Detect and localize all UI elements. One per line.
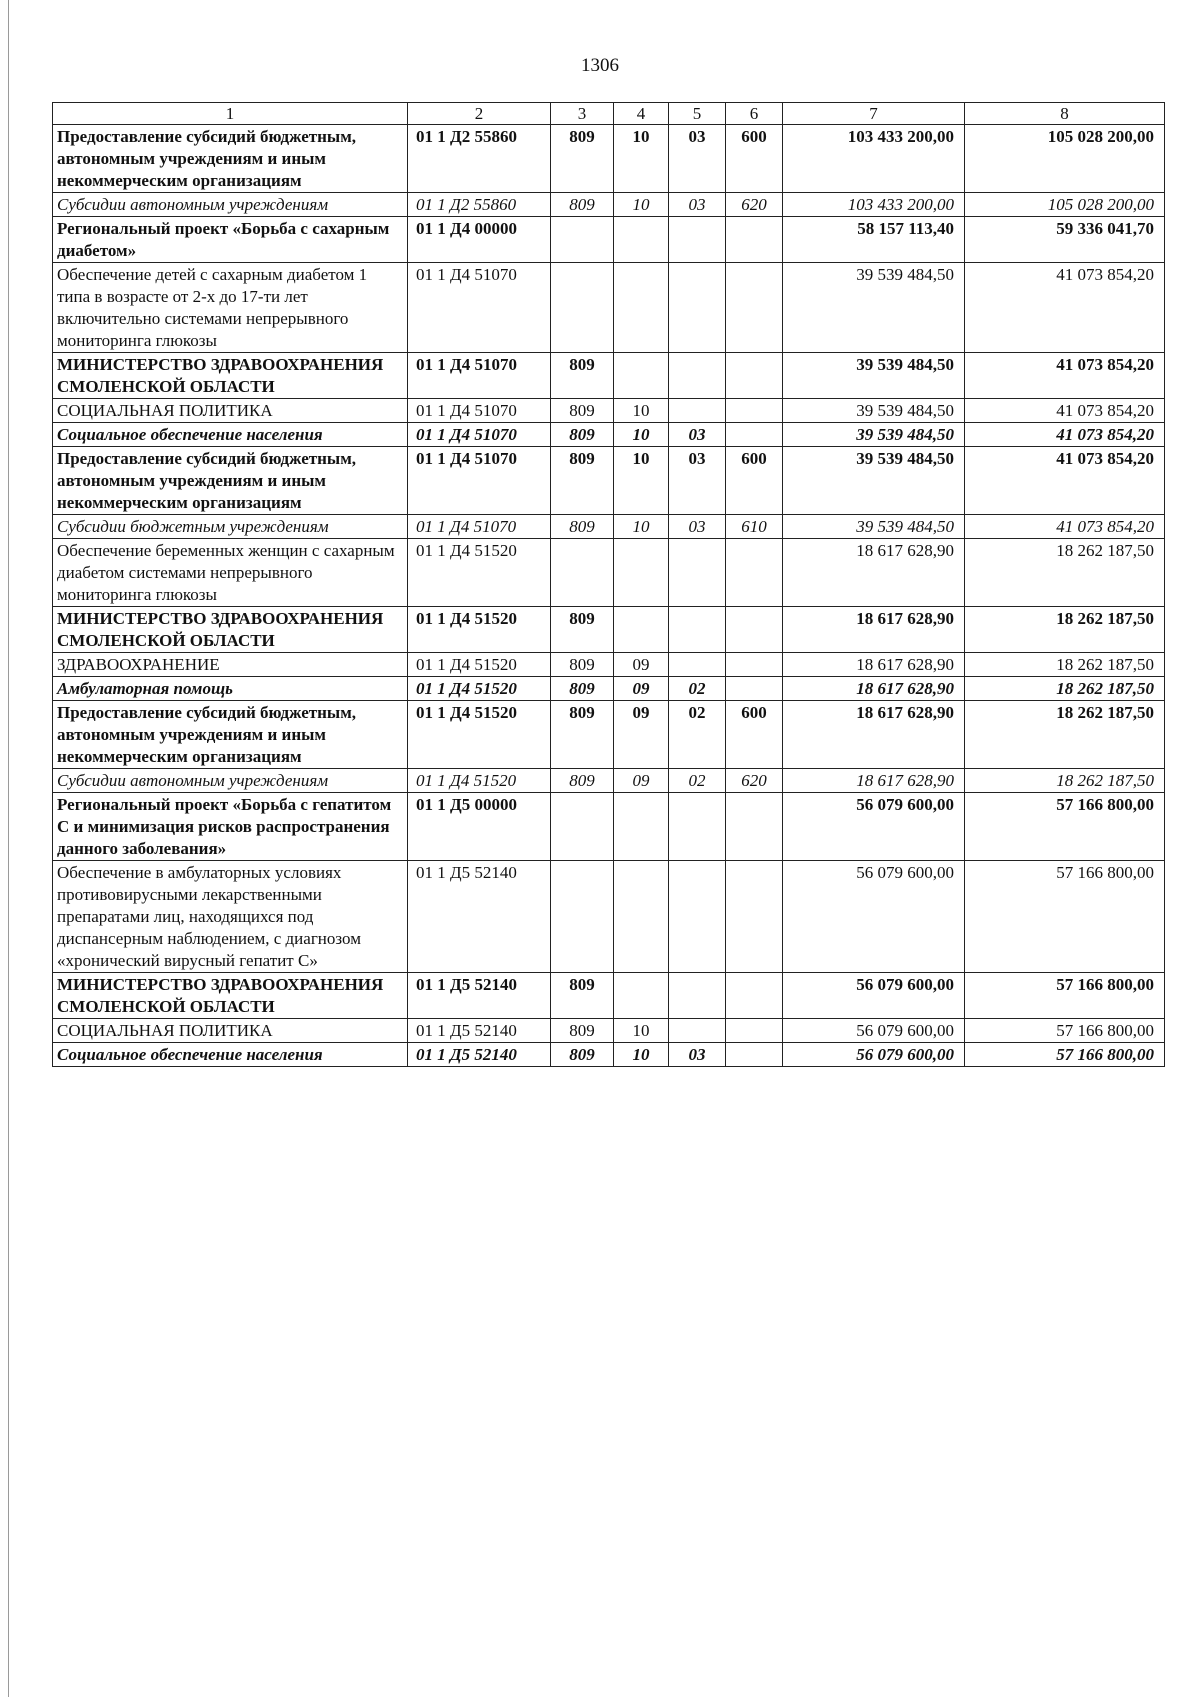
amount-year2-cell: 57 166 800,00	[965, 793, 1165, 861]
expense-type-cell	[726, 677, 783, 701]
table-row	[53, 653, 1165, 677]
expense-type-cell	[726, 861, 783, 973]
amount-year2-cell: 105 028 200,00	[965, 193, 1165, 217]
subsection-code-cell	[669, 263, 726, 353]
department-code-cell	[551, 217, 614, 263]
amount-year2-cell: 41 073 854,20	[965, 353, 1165, 399]
page-number: 1306	[581, 55, 619, 76]
header-cell: 7	[783, 103, 965, 125]
department-code-cell: 809	[551, 193, 614, 217]
amount-year1-cell: 56 079 600,00	[783, 793, 965, 861]
table-row	[53, 217, 1165, 263]
header-cell: 2	[408, 103, 551, 125]
subsection-code-cell	[669, 539, 726, 607]
target-code-cell: 01 1 Д4 51070	[408, 353, 551, 399]
expense-type-cell	[726, 607, 783, 653]
amount-year1-cell: 39 539 484,50	[783, 515, 965, 539]
table-row	[53, 515, 1165, 539]
table-row	[53, 701, 1165, 769]
subsection-code-cell: 02	[669, 769, 726, 793]
target-code-cell: 01 1 Д4 51520	[408, 677, 551, 701]
amount-year1-cell: 56 079 600,00	[783, 973, 965, 1019]
expense-type-cell: 600	[726, 125, 783, 193]
table-row	[53, 973, 1165, 1019]
table-row	[53, 263, 1165, 353]
section-code-cell: 10	[614, 125, 669, 193]
table-row	[53, 447, 1165, 515]
target-code-cell: 01 1 Д2 55860	[408, 193, 551, 217]
row-name-cell: Субсидии автономным учреждениям	[53, 193, 408, 217]
amount-year2-cell: 18 262 187,50	[965, 653, 1165, 677]
row-name-cell: Предоставление субсидий бюджетным, автономным учреждениям и иным некоммерческим организациям	[53, 447, 408, 515]
department-code-cell: 809	[551, 353, 614, 399]
expense-type-cell	[726, 423, 783, 447]
section-code-cell: 09	[614, 677, 669, 701]
row-name-cell: Обеспечение в амбулаторных условиях противовирусными лекарственными препаратами лиц, находящихся под диспансерным наблюдением, с диагнозом «хронический вирусный гепатит С»	[53, 861, 408, 973]
subsection-code-cell: 03	[669, 447, 726, 515]
department-code-cell: 809	[551, 1019, 614, 1043]
amount-year1-cell: 18 617 628,90	[783, 539, 965, 607]
amount-year1-cell: 18 617 628,90	[783, 607, 965, 653]
section-code-cell: 10	[614, 447, 669, 515]
table-row	[53, 1019, 1165, 1043]
target-code-cell: 01 1 Д5 52140	[408, 973, 551, 1019]
department-code-cell: 809	[551, 769, 614, 793]
target-code-cell: 01 1 Д4 51070	[408, 263, 551, 353]
table-row	[53, 769, 1165, 793]
target-code-cell: 01 1 Д4 51070	[408, 399, 551, 423]
row-name-cell: Региональный проект «Борьба с сахарным диабетом»	[53, 217, 408, 263]
amount-year1-cell: 18 617 628,90	[783, 677, 965, 701]
table-row	[53, 861, 1165, 973]
subsection-code-cell: 03	[669, 423, 726, 447]
subsection-code-cell	[669, 861, 726, 973]
department-code-cell	[551, 539, 614, 607]
subsection-code-cell	[669, 973, 726, 1019]
amount-year1-cell: 56 079 600,00	[783, 861, 965, 973]
expense-type-cell	[726, 399, 783, 423]
department-code-cell: 809	[551, 677, 614, 701]
section-code-cell	[614, 973, 669, 1019]
amount-year1-cell: 56 079 600,00	[783, 1019, 965, 1043]
subsection-code-cell: 03	[669, 1043, 726, 1067]
amount-year1-cell: 56 079 600,00	[783, 1043, 965, 1067]
amount-year2-cell: 41 073 854,20	[965, 399, 1165, 423]
header-cell: 4	[614, 103, 669, 125]
section-code-cell: 10	[614, 193, 669, 217]
amount-year1-cell: 39 539 484,50	[783, 423, 965, 447]
amount-year2-cell: 41 073 854,20	[965, 447, 1165, 515]
table-row	[53, 125, 1165, 193]
section-code-cell	[614, 353, 669, 399]
amount-year2-cell: 59 336 041,70	[965, 217, 1165, 263]
section-code-cell	[614, 607, 669, 653]
expense-type-cell	[726, 217, 783, 263]
header-cell: 6	[726, 103, 783, 125]
table-row	[53, 423, 1165, 447]
amount-year2-cell: 18 262 187,50	[965, 539, 1165, 607]
budget-table	[52, 102, 1165, 1067]
amount-year1-cell: 58 157 113,40	[783, 217, 965, 263]
subsection-code-cell	[669, 353, 726, 399]
target-code-cell: 01 1 Д4 51070	[408, 423, 551, 447]
department-code-cell: 809	[551, 653, 614, 677]
row-name-cell: МИНИСТЕРСТВО ЗДРАВООХРАНЕНИЯ СМОЛЕНСКОЙ ОБЛАСТИ	[53, 973, 408, 1019]
department-code-cell: 809	[551, 1043, 614, 1067]
table-body	[53, 125, 1165, 1067]
department-code-cell: 809	[551, 515, 614, 539]
department-code-cell: 809	[551, 701, 614, 769]
page-margin-line	[8, 0, 9, 1697]
subsection-code-cell	[669, 607, 726, 653]
amount-year1-cell: 39 539 484,50	[783, 399, 965, 423]
header-cell: 1	[53, 103, 408, 125]
table-row	[53, 539, 1165, 607]
subsection-code-cell: 03	[669, 193, 726, 217]
row-name-cell: ЗДРАВООХРАНЕНИЕ	[53, 653, 408, 677]
header-cell: 8	[965, 103, 1165, 125]
row-name-cell: Предоставление субсидий бюджетным, автономным учреждениям и иным некоммерческим организациям	[53, 701, 408, 769]
expense-type-cell: 600	[726, 701, 783, 769]
section-code-cell: 09	[614, 701, 669, 769]
row-name-cell: Региональный проект «Борьба с гепатитом С и минимизация рисков распространения данного заболевания»	[53, 793, 408, 861]
section-code-cell	[614, 263, 669, 353]
department-code-cell: 809	[551, 399, 614, 423]
department-code-cell: 809	[551, 973, 614, 1019]
amount-year1-cell: 39 539 484,50	[783, 263, 965, 353]
table-row	[53, 399, 1165, 423]
section-code-cell	[614, 793, 669, 861]
department-code-cell: 809	[551, 607, 614, 653]
amount-year2-cell: 57 166 800,00	[965, 1043, 1165, 1067]
expense-type-cell: 620	[726, 769, 783, 793]
amount-year2-cell: 18 262 187,50	[965, 677, 1165, 701]
header-row	[53, 103, 1165, 125]
expense-type-cell	[726, 973, 783, 1019]
target-code-cell: 01 1 Д4 51520	[408, 653, 551, 677]
table-row	[53, 677, 1165, 701]
section-code-cell: 10	[614, 399, 669, 423]
department-code-cell	[551, 263, 614, 353]
department-code-cell: 809	[551, 423, 614, 447]
subsection-code-cell	[669, 217, 726, 263]
amount-year1-cell: 39 539 484,50	[783, 447, 965, 515]
table-row	[53, 353, 1165, 399]
department-code-cell: 809	[551, 125, 614, 193]
section-code-cell: 10	[614, 1043, 669, 1067]
amount-year1-cell: 103 433 200,00	[783, 193, 965, 217]
amount-year2-cell: 18 262 187,50	[965, 701, 1165, 769]
row-name-cell: Амбулаторная помощь	[53, 677, 408, 701]
expense-type-cell	[726, 1019, 783, 1043]
header-cell: 3	[551, 103, 614, 125]
subsection-code-cell: 03	[669, 125, 726, 193]
amount-year1-cell: 18 617 628,90	[783, 653, 965, 677]
section-code-cell	[614, 539, 669, 607]
amount-year2-cell: 41 073 854,20	[965, 423, 1165, 447]
row-name-cell: Обеспечение детей с сахарным диабетом 1 типа в возрасте от 2-х до 17-ти лет включительно системами непрерывного мониторинга глюкозы	[53, 263, 408, 353]
amount-year2-cell: 18 262 187,50	[965, 607, 1165, 653]
expense-type-cell: 600	[726, 447, 783, 515]
expense-type-cell	[726, 653, 783, 677]
section-code-cell: 10	[614, 423, 669, 447]
expense-type-cell	[726, 263, 783, 353]
section-code-cell: 09	[614, 653, 669, 677]
subsection-code-cell	[669, 399, 726, 423]
row-name-cell: МИНИСТЕРСТВО ЗДРАВООХРАНЕНИЯ СМОЛЕНСКОЙ ОБЛАСТИ	[53, 607, 408, 653]
expense-type-cell: 620	[726, 193, 783, 217]
section-code-cell	[614, 861, 669, 973]
amount-year1-cell: 18 617 628,90	[783, 701, 965, 769]
section-code-cell	[614, 217, 669, 263]
section-code-cell: 10	[614, 1019, 669, 1043]
amount-year1-cell: 39 539 484,50	[783, 353, 965, 399]
amount-year1-cell: 103 433 200,00	[783, 125, 965, 193]
row-name-cell: Предоставление субсидий бюджетным, автономным учреждениям и иным некоммерческим организациям	[53, 125, 408, 193]
amount-year2-cell: 57 166 800,00	[965, 861, 1165, 973]
expense-type-cell	[726, 1043, 783, 1067]
subsection-code-cell	[669, 1019, 726, 1043]
amount-year2-cell: 57 166 800,00	[965, 1019, 1165, 1043]
amount-year2-cell: 41 073 854,20	[965, 263, 1165, 353]
expense-type-cell	[726, 793, 783, 861]
expense-type-cell	[726, 539, 783, 607]
target-code-cell: 01 1 Д2 55860	[408, 125, 551, 193]
row-name-cell: Социальное обеспечение населения	[53, 423, 408, 447]
amount-year2-cell: 41 073 854,20	[965, 515, 1165, 539]
department-code-cell	[551, 793, 614, 861]
subsection-code-cell	[669, 653, 726, 677]
subsection-code-cell: 03	[669, 515, 726, 539]
target-code-cell: 01 1 Д4 51520	[408, 539, 551, 607]
target-code-cell: 01 1 Д4 51520	[408, 607, 551, 653]
section-code-cell: 09	[614, 769, 669, 793]
row-name-cell: Социальное обеспечение населения	[53, 1043, 408, 1067]
table-row	[53, 607, 1165, 653]
expense-type-cell	[726, 353, 783, 399]
section-code-cell: 10	[614, 515, 669, 539]
target-code-cell: 01 1 Д4 51070	[408, 447, 551, 515]
amount-year1-cell: 18 617 628,90	[783, 769, 965, 793]
row-name-cell: СОЦИАЛЬНАЯ ПОЛИТИКА	[53, 399, 408, 423]
expense-type-cell: 610	[726, 515, 783, 539]
header-cell: 5	[669, 103, 726, 125]
row-name-cell: Обеспечение беременных женщин с сахарным диабетом системами непрерывного мониторинга глюкозы	[53, 539, 408, 607]
amount-year2-cell: 18 262 187,50	[965, 769, 1165, 793]
target-code-cell: 01 1 Д4 51070	[408, 515, 551, 539]
target-code-cell: 01 1 Д4 00000	[408, 217, 551, 263]
row-name-cell: Субсидии автономным учреждениям	[53, 769, 408, 793]
target-code-cell: 01 1 Д5 52140	[408, 1043, 551, 1067]
table-row	[53, 793, 1165, 861]
target-code-cell: 01 1 Д5 52140	[408, 1019, 551, 1043]
subsection-code-cell	[669, 793, 726, 861]
target-code-cell: 01 1 Д5 00000	[408, 793, 551, 861]
department-code-cell: 809	[551, 447, 614, 515]
subsection-code-cell: 02	[669, 677, 726, 701]
target-code-cell: 01 1 Д4 51520	[408, 701, 551, 769]
target-code-cell: 01 1 Д5 52140	[408, 861, 551, 973]
row-name-cell: Субсидии бюджетным учреждениям	[53, 515, 408, 539]
amount-year2-cell: 105 028 200,00	[965, 125, 1165, 193]
row-name-cell: МИНИСТЕРСТВО ЗДРАВООХРАНЕНИЯ СМОЛЕНСКОЙ ОБЛАСТИ	[53, 353, 408, 399]
target-code-cell: 01 1 Д4 51520	[408, 769, 551, 793]
department-code-cell	[551, 861, 614, 973]
table-row	[53, 193, 1165, 217]
row-name-cell: СОЦИАЛЬНАЯ ПОЛИТИКА	[53, 1019, 408, 1043]
amount-year2-cell: 57 166 800,00	[965, 973, 1165, 1019]
subsection-code-cell: 02	[669, 701, 726, 769]
table-row	[53, 1043, 1165, 1067]
